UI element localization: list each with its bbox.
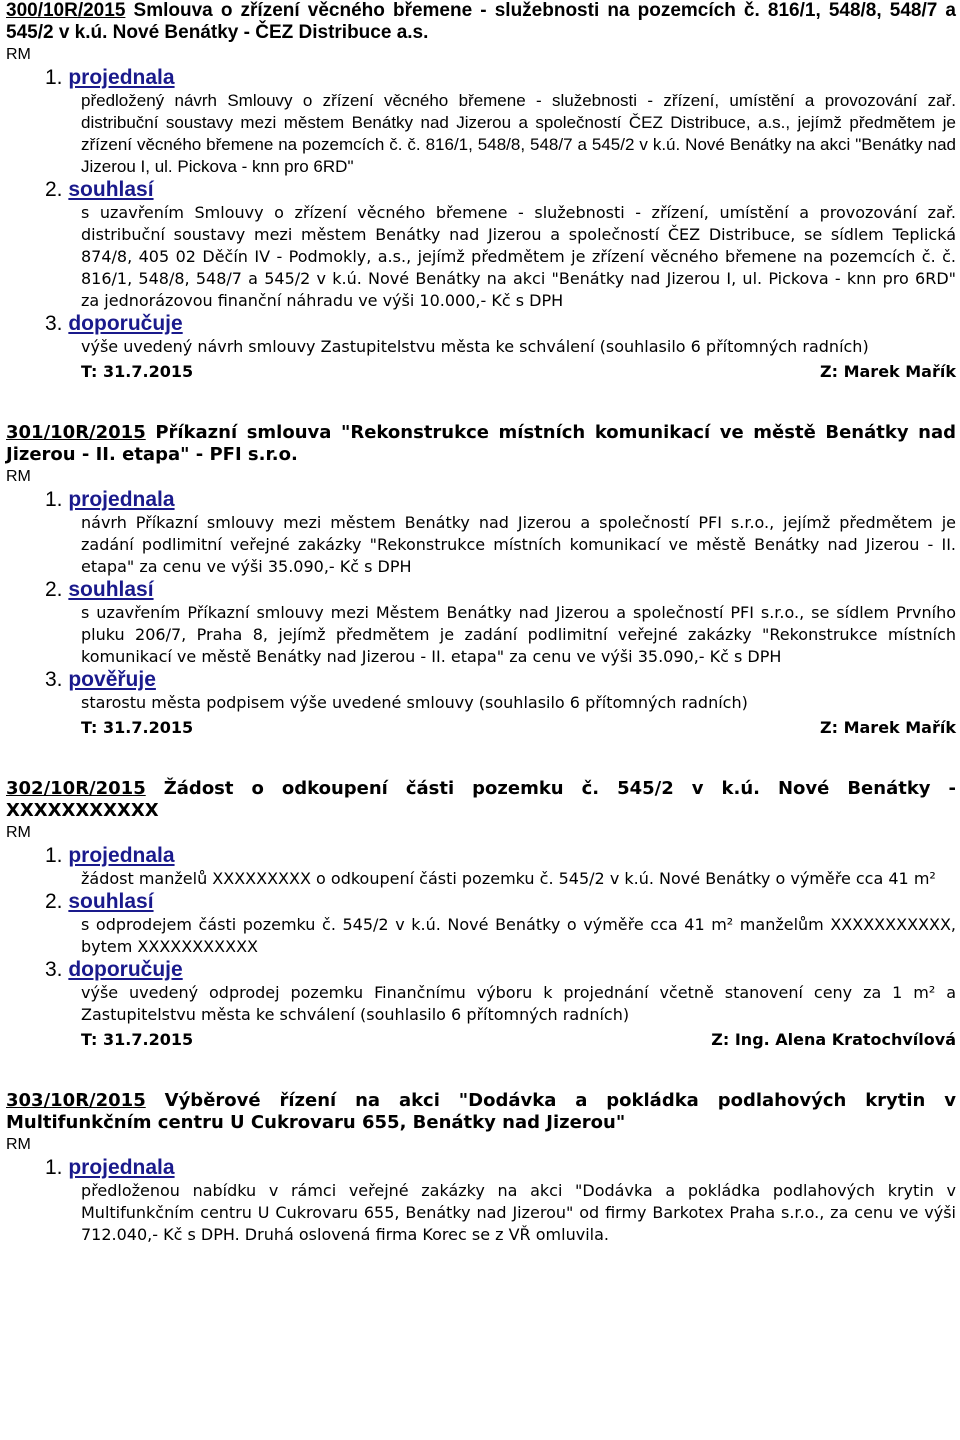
resolution-item bbox=[6, 66, 956, 178]
resolution-303 bbox=[6, 1090, 956, 1246]
deadline-row bbox=[6, 360, 956, 384]
resolution-item bbox=[6, 844, 956, 890]
section-gap bbox=[6, 384, 956, 422]
resolution-item bbox=[6, 178, 956, 312]
item-index: 3. bbox=[45, 668, 63, 691]
resolution-302 bbox=[6, 778, 956, 1052]
resolution-301 bbox=[6, 422, 956, 740]
item-index: 1. bbox=[45, 488, 63, 511]
item-verb: souhlasí bbox=[68, 178, 154, 201]
item-heading bbox=[45, 668, 956, 692]
item-index: 1. bbox=[45, 1156, 63, 1179]
item-heading bbox=[45, 312, 956, 336]
item-verb: projednala bbox=[68, 488, 175, 511]
item-text: starostu města podpisem výše uvedené smlouvy (souhlasilo 6 přítomných radních) bbox=[81, 693, 748, 712]
deadline-row bbox=[6, 1028, 956, 1052]
item-heading bbox=[45, 488, 956, 512]
resolution-number: 303/10R/2015 bbox=[6, 1090, 146, 1111]
resolution-heading bbox=[6, 1090, 956, 1134]
council-label: RM bbox=[6, 824, 31, 841]
resolution-number: 301/10R/2015 bbox=[6, 422, 146, 443]
item-text: s uzavřením Příkazní smlouvy mezi Městem Benátky nad Jizerou a společností PFI s.r.o., se sídlem Prvního pluku 206/7, Praha 8, jejímž předmětem je zadání podlimitní veřejné zakázky "Rekonstrukce místních komunikací ve městě Benátky nad Jizerou - II. etapa" za cenu ve výši 35.090,- Kč s DPH bbox=[81, 603, 956, 666]
item-heading bbox=[45, 578, 956, 602]
section-gap bbox=[6, 1052, 956, 1090]
item-text: žádost manželů XXXXXXXXX o odkoupení části pozemku č. 545/2 v k.ú. Nové Benátky o výměře cca 41 m² bbox=[81, 869, 936, 888]
resolution-title: Smlouva o zřízení věcného břemene - služebnosti na pozemcích č. 816/1, 548/8, 548/7 a 545/2 v k.ú. Nové Benátky - ČEZ Distribuce a.s. bbox=[6, 0, 956, 43]
item-text: výše uvedený návrh smlouvy Zastupitelstvu města ke schválení (souhlasilo 6 přítomných radních) bbox=[81, 337, 869, 356]
item-heading bbox=[45, 66, 956, 90]
item-text: předloženou nabídku v rámci veřejné zakázky na akci "Dodávka a pokládka podlahových krytin v Multifunkčním centru U Cukrovaru 655, Benátky nad Jizerou" od firmy Barkotex Praha s.r.o., za cenu ve výši 712.040,- Kč s DPH. Druhá oslovená firma Korec se z VŘ omluvila. bbox=[81, 1181, 956, 1244]
item-index: 2. bbox=[45, 578, 63, 601]
resolution-item bbox=[6, 668, 956, 714]
item-index: 1. bbox=[45, 844, 63, 867]
item-text: předložený návrh Smlouvy o zřízení věcného břemene - služebnosti - zřízení, umístění a provozování zař. distribuční soustavy mezi městem Benátky nad Jizerou a společností ČEZ Distribuce, a.s., jejímž předmětem je zřízení věcného břemene na pozemcích č. č. 816/1, 548/8, 548/7 a 545/2 v k.ú. Nové Benátky na akci "Benátky nad Jizerou I, ul. Pickova - knn pro 6RD" bbox=[81, 91, 956, 176]
item-heading bbox=[45, 178, 956, 202]
council-label: RM bbox=[6, 46, 31, 63]
item-text: výše uvedený odprodej pozemku Finančnímu výboru k projednání včetně stanovení ceny za 1 m² a Zastupitelstvu města ke schválení (souhlasilo 6 přítomných radních) bbox=[81, 983, 956, 1024]
item-verb: doporučuje bbox=[68, 958, 183, 981]
item-verb: projednala bbox=[68, 66, 175, 89]
resolution-heading bbox=[6, 422, 956, 466]
item-verb: projednala bbox=[68, 1156, 175, 1179]
item-index: 3. bbox=[45, 958, 63, 981]
resolution-item bbox=[6, 1156, 956, 1246]
item-index: 1. bbox=[45, 66, 63, 89]
item-verb: projednala bbox=[68, 844, 175, 867]
resolution-item bbox=[6, 958, 956, 1026]
resolution-heading bbox=[6, 0, 956, 44]
resolution-item bbox=[6, 890, 956, 958]
deadline-date: T: 31.7.2015 bbox=[81, 718, 194, 737]
resolution-title: Výběrové řízení na akci "Dodávka a pokládka podlahových krytin v Multifunkčním centru U Cukrovaru 655, Benátky nad Jizerou" bbox=[6, 1090, 956, 1133]
resolution-title: Žádost o odkoupení části pozemku č. 545/2 v k.ú. Nové Benátky - XXXXXXXXXXX bbox=[6, 778, 956, 821]
item-text: s uzavřením Smlouvy o zřízení věcného břemene - služebnosti - zřízení, umístění a provozování zař. distribuční soustavy mezi městem Benátky nad Jizerou a společností ČEZ Distribuce, se sídlem Teplická 874/8, 405 02 Děčín IV - Podmokly, a.s., jejímž předmětem je zřízení věcného břemene na pozemcích č. č. 816/1, 548/8, 548/7 a 545/2 v k.ú. Nové Benátky na akci "Benátky nad Jizerou I, ul. Pickova - knn pro 6RD" za jednorázovou finanční náhradu ve výši 10.000,- Kč s DPH bbox=[81, 203, 956, 310]
document-page bbox=[6, 0, 956, 1246]
section-gap bbox=[6, 740, 956, 778]
resolution-item bbox=[6, 488, 956, 578]
item-text: návrh Příkazní smlouvy mezi městem Benátky nad Jizerou a společností PFI s.r.o., jejímž předmětem je zadání podlimitní veřejné zakázky "Rekonstrukce místních komunikací ve městě Benátky nad Jizerou - II. etapa" za cenu ve výši 35.090,- Kč s DPH bbox=[81, 513, 956, 576]
item-verb: souhlasí bbox=[68, 578, 154, 601]
responsible-person: Z: Ing. Alena Kratochvílová bbox=[711, 1030, 956, 1049]
item-index: 3. bbox=[45, 312, 63, 335]
item-verb: souhlasí bbox=[68, 890, 154, 913]
resolution-number: 300/10R/2015 bbox=[6, 0, 126, 21]
deadline-date: T: 31.7.2015 bbox=[81, 362, 194, 381]
item-heading bbox=[45, 958, 956, 982]
council-label: RM bbox=[6, 1136, 31, 1153]
resolution-300 bbox=[6, 0, 956, 384]
item-text: s odprodejem části pozemku č. 545/2 v k.ú. Nové Benátky o výměře cca 41 m² manželům XXXXXXXXXXX, bytem XXXXXXXXXXX bbox=[81, 915, 956, 956]
responsible-person: Z: Marek Mařík bbox=[820, 718, 956, 737]
resolution-item bbox=[6, 312, 956, 358]
resolution-number: 302/10R/2015 bbox=[6, 778, 146, 799]
item-verb: doporučuje bbox=[68, 312, 183, 335]
item-heading bbox=[45, 890, 956, 914]
item-index: 2. bbox=[45, 890, 63, 913]
council-label: RM bbox=[6, 468, 31, 485]
item-heading bbox=[45, 1156, 956, 1180]
resolution-title: Příkazní smlouva "Rekonstrukce místních komunikací ve městě Benátky nad Jizerou - II. etapa" - PFI s.r.o. bbox=[6, 422, 956, 465]
deadline-row bbox=[6, 716, 956, 740]
responsible-person: Z: Marek Mařík bbox=[820, 362, 956, 381]
resolution-item bbox=[6, 578, 956, 668]
deadline-date: T: 31.7.2015 bbox=[81, 1030, 194, 1049]
item-heading bbox=[45, 844, 956, 868]
item-index: 2. bbox=[45, 178, 63, 201]
item-verb: pověřuje bbox=[68, 668, 156, 691]
resolution-heading bbox=[6, 778, 956, 822]
